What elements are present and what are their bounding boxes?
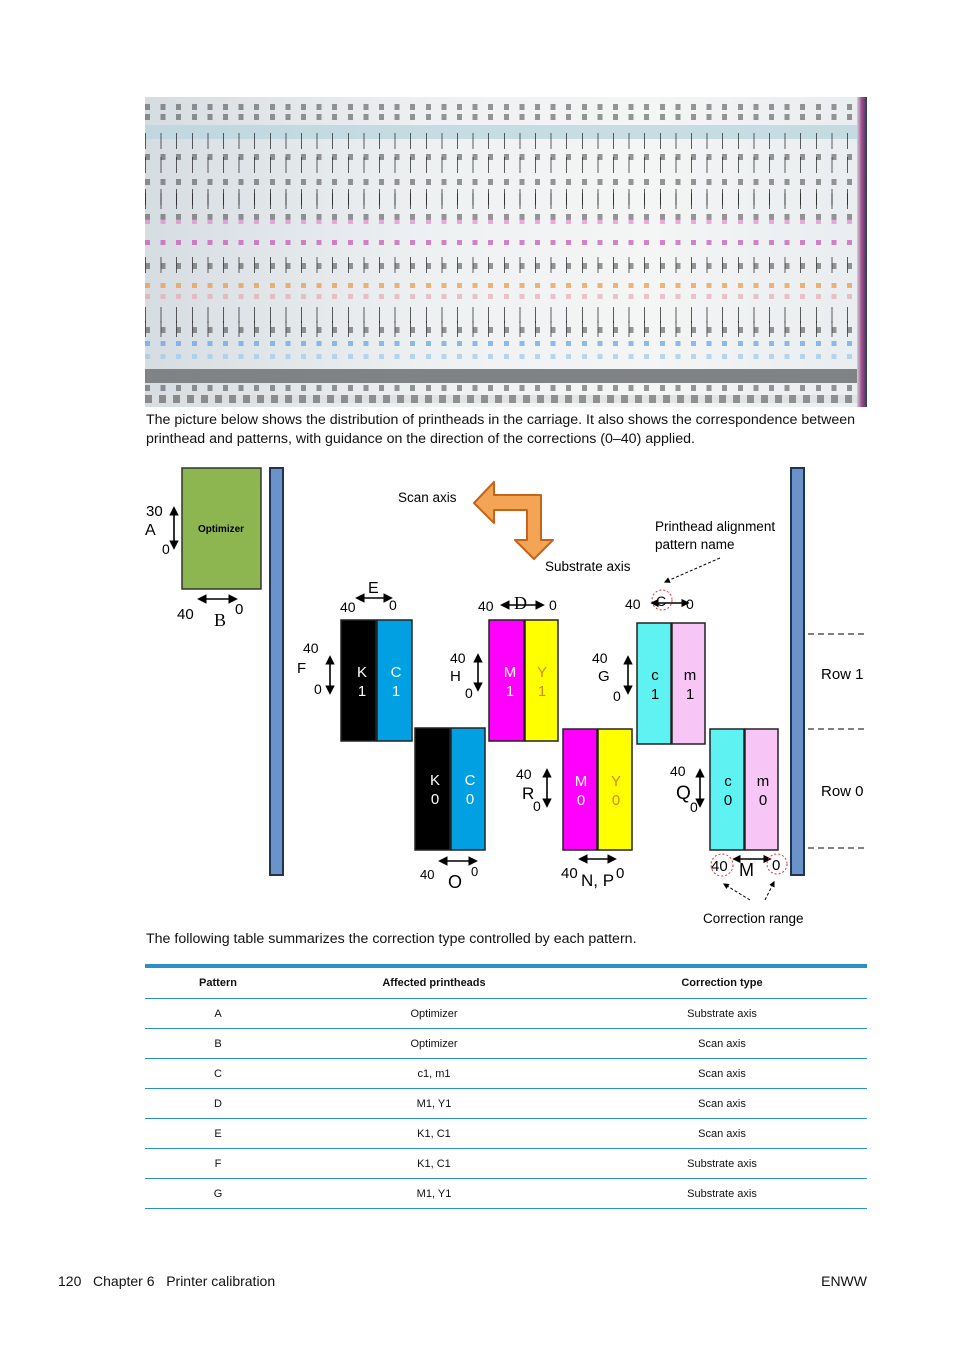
header-correction-type: Correction type bbox=[577, 966, 867, 999]
printhead-c1-light-letter: c bbox=[651, 667, 659, 684]
cell-printheads: K1, C1 bbox=[291, 1119, 577, 1149]
optimizer-label: Optimizer bbox=[197, 524, 245, 535]
cell-pattern: E bbox=[145, 1119, 291, 1149]
row0-label: Row 0 bbox=[821, 783, 864, 800]
cell-correction: Scan axis bbox=[577, 1089, 867, 1119]
callout-alignment-line1: Printhead alignment bbox=[655, 519, 776, 534]
printhead-y0-number: 0 bbox=[611, 792, 621, 809]
pattern-g-max: 40 bbox=[592, 650, 608, 666]
pattern-r-min: 0 bbox=[533, 798, 541, 814]
pattern-m-right: 0 bbox=[772, 857, 781, 874]
cell-printheads: c1, m1 bbox=[291, 1059, 577, 1089]
cell-printheads: Optimizer bbox=[291, 1029, 577, 1059]
pattern-q-max: 40 bbox=[670, 763, 686, 779]
pattern-f-max: 40 bbox=[303, 640, 319, 656]
page-footer-left bbox=[58, 1273, 275, 1289]
table-intro: The following table summarizes the correction type controlled by each pattern. bbox=[146, 931, 637, 947]
pattern-b-right: 0 bbox=[235, 601, 244, 618]
printhead-m0-light-letter: m bbox=[756, 773, 770, 790]
pattern-q-label: Q bbox=[676, 783, 691, 804]
intro-paragraph: The picture below shows the distribution of printheads in the carriage. It also shows the correspondence between printhead and patterns, with guidance on the direction of the corrections (0–40) applied. bbox=[146, 412, 855, 447]
printhead-k1-letter: K bbox=[356, 664, 368, 681]
printhead-c1-number: 1 bbox=[391, 683, 401, 700]
pattern-np-left: 40 bbox=[561, 865, 578, 882]
cell-correction: Substrate axis bbox=[577, 999, 867, 1029]
cell-printheads: K1, C1 bbox=[291, 1149, 577, 1179]
page-footer-right: ENWW bbox=[821, 1273, 867, 1289]
pattern-o-right: 0 bbox=[471, 864, 479, 879]
printhead-k0-number: 0 bbox=[430, 791, 440, 808]
pattern-d-left: 40 bbox=[478, 598, 494, 614]
correction-pointer-left bbox=[724, 884, 750, 900]
printhead-y1-letter: Y bbox=[536, 664, 548, 681]
calibration-print-photo bbox=[145, 97, 867, 407]
printhead-c0-number: 0 bbox=[465, 791, 475, 808]
cell-pattern: D bbox=[145, 1089, 291, 1119]
pattern-m-label: M bbox=[739, 860, 754, 880]
header-pattern: Pattern bbox=[145, 966, 291, 999]
table-row bbox=[145, 1059, 867, 1089]
printhead-c1-letter: C bbox=[390, 664, 402, 681]
pattern-r-max: 40 bbox=[516, 766, 532, 782]
pattern-d-label: D bbox=[514, 593, 527, 613]
correction-table bbox=[145, 964, 867, 1209]
printhead-c0-light-letter: c bbox=[724, 773, 732, 790]
printhead-carriage-diagram bbox=[140, 460, 870, 935]
header-affected-printheads: Affected printheads bbox=[291, 966, 577, 999]
printhead-k0-letter: K bbox=[429, 772, 441, 789]
printhead-y0-letter: Y bbox=[610, 773, 622, 790]
pattern-c-left: 40 bbox=[625, 596, 641, 612]
correction-range-label: Correction range bbox=[703, 911, 804, 926]
pattern-q-min: 0 bbox=[690, 799, 698, 815]
substrate-axis-label: Substrate axis bbox=[545, 559, 631, 574]
cell-correction: Substrate axis bbox=[577, 1179, 867, 1209]
printhead-m1-light-letter: m bbox=[683, 667, 697, 684]
row1-label: Row 1 bbox=[821, 666, 864, 683]
printhead-m1-letter: M bbox=[503, 664, 517, 681]
callout-alignment-pointer bbox=[665, 558, 720, 582]
printhead-c1-light-number: 1 bbox=[650, 686, 660, 703]
pattern-h-max: 40 bbox=[450, 650, 466, 666]
cell-pattern: A bbox=[145, 999, 291, 1029]
pattern-f-min: 0 bbox=[314, 681, 322, 697]
cell-pattern: B bbox=[145, 1029, 291, 1059]
cell-printheads: M1, Y1 bbox=[291, 1179, 577, 1209]
chapter-title: Printer calibration bbox=[166, 1273, 276, 1289]
printhead-m0-number: 0 bbox=[576, 792, 586, 809]
pattern-e-left: 40 bbox=[340, 599, 356, 615]
table-row bbox=[145, 1179, 867, 1209]
pattern-g-label: G bbox=[598, 668, 610, 685]
pattern-e-right: 0 bbox=[389, 597, 397, 613]
printhead-m0-light-number: 0 bbox=[758, 792, 768, 809]
carriage-frame-right bbox=[791, 468, 804, 875]
table-row bbox=[145, 1029, 867, 1059]
table-header-row bbox=[145, 966, 867, 999]
cell-printheads: Optimizer bbox=[291, 999, 577, 1029]
table-row bbox=[145, 1149, 867, 1179]
pattern-h-label: H bbox=[450, 668, 461, 685]
printhead-k1-number: 1 bbox=[357, 683, 367, 700]
printhead-c0 bbox=[451, 728, 485, 850]
cell-pattern: C bbox=[145, 1059, 291, 1089]
printhead-c0-light-number: 0 bbox=[723, 792, 733, 809]
pattern-m-left: 40 bbox=[711, 858, 728, 875]
page-number: 120 bbox=[58, 1273, 82, 1289]
callout-alignment-line2: pattern name bbox=[655, 537, 735, 552]
pattern-b-label: B bbox=[214, 610, 227, 630]
cell-correction: Substrate axis bbox=[577, 1149, 867, 1179]
table-row bbox=[145, 1089, 867, 1119]
cell-pattern: F bbox=[145, 1149, 291, 1179]
cell-correction: Scan axis bbox=[577, 1059, 867, 1089]
cell-correction: Scan axis bbox=[577, 1119, 867, 1149]
printhead-c0-letter: C bbox=[464, 772, 476, 789]
pattern-g-min: 0 bbox=[613, 688, 621, 704]
pattern-d-right: 0 bbox=[549, 597, 557, 613]
pattern-b-left: 40 bbox=[177, 606, 194, 623]
table-row bbox=[145, 1119, 867, 1149]
printhead-m0-letter: M bbox=[574, 773, 588, 790]
correction-pointer-right bbox=[765, 882, 774, 900]
printhead-m1-light-number: 1 bbox=[685, 686, 695, 703]
pattern-h-min: 0 bbox=[465, 685, 473, 701]
printhead-m1-number: 1 bbox=[505, 683, 515, 700]
chapter-label: Chapter 6 bbox=[93, 1273, 155, 1289]
printhead-k0 bbox=[415, 728, 450, 850]
pattern-np-label: N, P bbox=[581, 871, 615, 890]
pattern-f-label: F bbox=[297, 660, 307, 677]
pattern-c-right: 0 bbox=[686, 596, 694, 612]
pattern-o-label: O bbox=[448, 872, 463, 892]
scan-axis-label: Scan axis bbox=[398, 490, 457, 505]
cell-printheads: M1, Y1 bbox=[291, 1089, 577, 1119]
printhead-y1-number: 1 bbox=[537, 683, 547, 700]
pattern-e-label: E bbox=[368, 580, 379, 597]
cell-correction: Scan axis bbox=[577, 1029, 867, 1059]
table-row bbox=[145, 999, 867, 1029]
axis-direction-arrow bbox=[474, 482, 553, 559]
pattern-r-label: R bbox=[522, 784, 535, 803]
pattern-o-left: 40 bbox=[420, 867, 435, 882]
pattern-a-max: 30 bbox=[146, 503, 163, 520]
pattern-c-label: C bbox=[656, 593, 667, 609]
carriage-frame-left bbox=[270, 468, 283, 875]
pattern-np-right: 0 bbox=[616, 865, 625, 882]
pattern-a-label: A bbox=[145, 522, 156, 539]
pattern-a-min: 0 bbox=[162, 541, 170, 557]
cell-pattern: G bbox=[145, 1179, 291, 1209]
